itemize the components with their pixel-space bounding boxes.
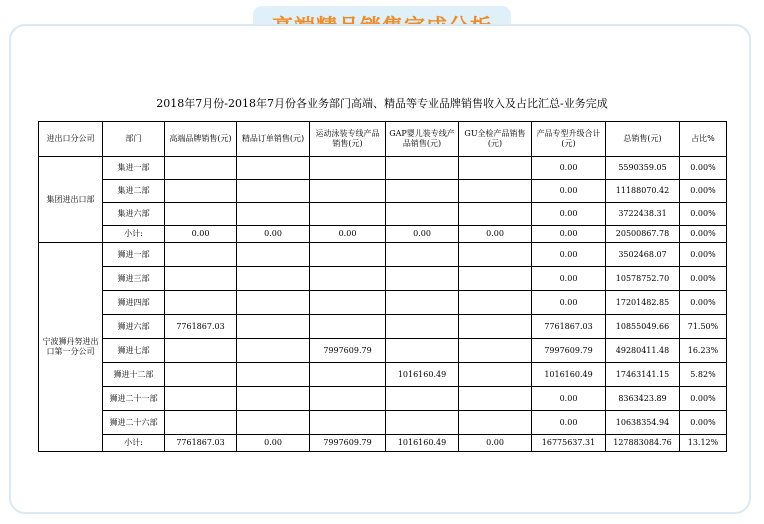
pct-cell: 0.00% [680,226,727,243]
total-cell: 3722438.31 [606,203,680,226]
high-cell: 7761867.03 [165,315,237,339]
gap-cell: 1016160.49 [386,363,459,387]
dept-cell: 狮进六部 [103,315,165,339]
sport-cell [310,387,386,411]
upgrade-cell: 0.00 [532,387,606,411]
boutique-cell [237,267,310,291]
pct-cell: 0.00% [680,387,727,411]
upgrade-cell: 0.00 [532,157,606,180]
gu-cell [459,267,532,291]
table-row [39,339,727,363]
upgrade-cell: 0.00 [532,243,606,267]
upgrade-cell: 0.00 [532,203,606,226]
gap-cell [386,157,459,180]
table-row [39,267,727,291]
subtotal-row [39,435,727,452]
dept-cell: 狮进三部 [103,267,165,291]
total-cell: 10578752.70 [606,267,680,291]
gu-cell [459,387,532,411]
upgrade-cell: 16775637.31 [532,435,606,452]
total-cell: 17463141.15 [606,363,680,387]
sport-cell [310,291,386,315]
table-row [39,411,727,435]
dept-cell: 集进六部 [103,203,165,226]
high-cell [165,243,237,267]
total-cell: 127883084.76 [606,435,680,452]
sport-cell: 7997609.79 [310,435,386,452]
sport-cell: 7997609.79 [310,339,386,363]
total-cell: 17201482.85 [606,291,680,315]
gu-cell [459,339,532,363]
subtotal-row [39,226,727,243]
sport-cell [310,267,386,291]
high-cell [165,291,237,315]
boutique-cell [237,315,310,339]
table-row [39,243,727,267]
gu-cell [459,291,532,315]
header-cell: 运动泳装专线产品销售(元) [310,122,386,157]
pct-cell: 0.00% [680,411,727,435]
header-cell: GU全检产品销售(元) [459,122,532,157]
pct-cell: 13.12% [680,435,727,452]
boutique-cell: 0.00 [237,226,310,243]
dept-cell: 集进二部 [103,180,165,203]
total-cell: 5590359.05 [606,157,680,180]
gu-cell [459,411,532,435]
table-row [39,157,727,180]
high-cell [165,411,237,435]
total-cell: 20500867.78 [606,226,680,243]
report-title: 2018年7月份-2018年7月份各业务部门高端、精品等专业品牌销售收入及占比汇总-业务完成 [156,97,608,110]
header-cell: 占比% [680,122,727,157]
pct-cell: 16.23% [680,339,727,363]
sport-cell [310,363,386,387]
company-cell: 集团进出口部 [39,157,103,243]
total-cell: 8363423.89 [606,387,680,411]
pct-cell: 71.50% [680,315,727,339]
high-cell [165,339,237,363]
company-cell: 宁波狮丹努进出口第一分公司 [39,243,103,452]
boutique-cell [237,339,310,363]
pct-cell: 0.00% [680,267,727,291]
boutique-cell [237,411,310,435]
header-row [39,122,727,157]
sport-cell [310,315,386,339]
gap-cell [386,267,459,291]
dept-cell: 狮进十二部 [103,363,165,387]
gap-cell: 0.00 [386,226,459,243]
sport-cell [310,243,386,267]
dept-cell: 小计: [103,435,165,452]
sport-cell [310,157,386,180]
header-cell: 高端品牌销售(元) [165,122,237,157]
dept-cell: 狮进四部 [103,291,165,315]
dept-cell: 集进一部 [103,157,165,180]
gap-cell [386,203,459,226]
total-cell: 3502468.07 [606,243,680,267]
gu-cell: 0.00 [459,226,532,243]
high-cell [165,203,237,226]
table-row [39,363,727,387]
dept-cell: 狮进一部 [103,243,165,267]
sport-cell [310,203,386,226]
high-cell: 0.00 [165,226,237,243]
boutique-cell [237,291,310,315]
pct-cell: 0.00% [680,157,727,180]
header-cell: 进出口分公司 [39,122,103,157]
boutique-cell [237,363,310,387]
gap-cell [386,387,459,411]
upgrade-cell: 0.00 [532,180,606,203]
gu-cell [459,363,532,387]
gap-cell [386,180,459,203]
table-row [39,203,727,226]
gap-cell [386,315,459,339]
table-row [39,315,727,339]
gu-cell [459,157,532,180]
high-cell [165,180,237,203]
dept-cell: 狮进二十六部 [103,411,165,435]
total-cell: 11188070.42 [606,180,680,203]
pct-cell: 0.00% [680,180,727,203]
header-cell: 产品专型升级合计(元) [532,122,606,157]
sport-cell [310,411,386,435]
dept-cell: 狮进七部 [103,339,165,363]
upgrade-cell: 0.00 [532,267,606,291]
boutique-cell [237,157,310,180]
sport-cell [310,180,386,203]
header-cell: 部门 [103,122,165,157]
dept-cell: 狮进二十一部 [103,387,165,411]
upgrade-cell: 0.00 [532,291,606,315]
pct-cell: 0.00% [680,243,727,267]
table-row [39,180,727,203]
boutique-cell [237,203,310,226]
sales-table [38,121,727,452]
total-cell: 10638354.94 [606,411,680,435]
pct-cell: 0.00% [680,203,727,226]
gap-cell [386,339,459,363]
upgrade-cell: 0.00 [532,226,606,243]
upgrade-cell: 1016160.49 [532,363,606,387]
total-cell: 10855049.66 [606,315,680,339]
upgrade-cell: 0.00 [532,411,606,435]
gu-cell [459,180,532,203]
table-row [39,291,727,315]
boutique-cell [237,387,310,411]
high-cell [165,387,237,411]
gu-cell [459,243,532,267]
gap-cell: 1016160.49 [386,435,459,452]
gap-cell [386,243,459,267]
header-cell: 精品订单销售(元) [237,122,310,157]
pct-cell: 5.82% [680,363,727,387]
pct-cell: 0.00% [680,291,727,315]
high-cell [165,267,237,291]
boutique-cell [237,180,310,203]
high-cell [165,157,237,180]
gu-cell: 0.00 [459,435,532,452]
gu-cell [459,203,532,226]
header-cell: GAP婴儿装专线产品销售(元) [386,122,459,157]
high-cell [165,363,237,387]
sport-cell: 0.00 [310,226,386,243]
high-cell: 7761867.03 [165,435,237,452]
boutique-cell [237,243,310,267]
boutique-cell: 0.00 [237,435,310,452]
upgrade-cell: 7761867.03 [532,315,606,339]
upgrade-cell: 7997609.79 [532,339,606,363]
gap-cell [386,411,459,435]
gu-cell [459,315,532,339]
gap-cell [386,291,459,315]
table-row [39,387,727,411]
total-cell: 49280411.48 [606,339,680,363]
dept-cell: 小计: [103,226,165,243]
header-cell: 总销售(元) [606,122,680,157]
